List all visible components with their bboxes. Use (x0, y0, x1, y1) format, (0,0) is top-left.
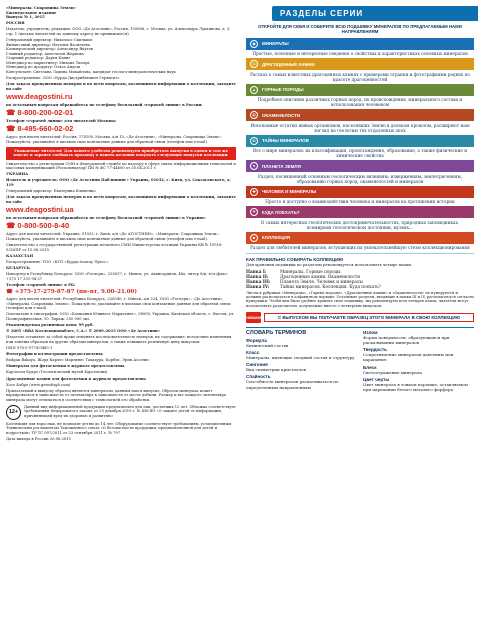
section-description: Раздел, посвященный основным геологическим явлениям: извержениям, землетрясениям, образованию горных пород, окаменелостей и минералов (257, 173, 463, 184)
globe-icon: ● (250, 162, 258, 170)
series-column (242, 6, 478, 634)
glossary-term: Твердость (363, 347, 387, 353)
magnifier-icon: ⊙ (250, 137, 258, 145)
hotline-note-ukraine: по остальным вопросам обращайтесь по телефону бесплатной «горячей линии» в Украине: (6, 216, 206, 221)
attention-tag: ВНИМАНИЕ (246, 312, 261, 323)
section-description: Подробное описание различных горных пород, их происхождения, минерального состава и использования человеком (257, 97, 463, 108)
divider (246, 253, 474, 254)
natural-note: Прилагаемый к выпуску образец является минералом, данным нам в выпуске. Образец минерала может варьироваться в зависимости от экземпляра в зависимости от места добычи. Размер и вес каждого экземпляра минерала могут отличаться в соответствии с технологией его обработки. (6, 388, 227, 402)
keeping-title: КАК ПРАВИЛЬНО СОБИРАТЬ КОЛЛЕКЦИЮ (246, 257, 344, 263)
release-date: Дата выхода в России 20.08.2015 (6, 436, 71, 441)
imprint-title: «Минералы. Сокровища Земли» Еженедельное издание Выпуск № 1, 2015 (6, 6, 76, 20)
staff-item: Генеральный директор: Николаос Скилакис (6, 38, 93, 43)
folder-row: Папка III: Планета Земля. Человек и минералы (246, 279, 363, 285)
glossary-definition: Минералы, имеющие сходный состав и структуру (246, 355, 355, 361)
glossary (246, 327, 474, 394)
glossary-definition: Вид симметрии кристаллов (246, 367, 306, 373)
website-ukraine[interactable]: www.deagostini.ua (6, 204, 74, 214)
photos-heading: Фотографии и иллюстрации предоставлены: (6, 352, 104, 357)
registration-russia: Свидетельство о регистрации СМИ в Федеральной службе по надзору в сфере связи, информационных технологий и массовых коммуникаций (Роскомнадзор) ПИ № ФС 77-44600 от 20.04.2011 г. (6, 161, 236, 171)
registration-ukraine: Свидетельство о государственной регистрации печатного СМИ Министерства юстиции Украины КВ № 19516-9316ПР от 10.08.2010 (6, 242, 223, 252)
staff-item: Коммерческий директор: Александр Якутов (6, 47, 93, 52)
section-header (246, 84, 474, 96)
sample-callout (243, 312, 474, 323)
glossary-right (363, 330, 474, 394)
section-header (246, 135, 474, 147)
staff-item: Главный редактор: Анастасия Жаркова (6, 51, 84, 56)
section-description: Простые, полезные и интересные сведения о свойствах и характеристиках основных минералов (252, 51, 468, 57)
section-title: КУДА ПОЕХАТЬ? (262, 209, 300, 215)
hotline-moscow[interactable]: ☎ 8-495-660-02-02 (6, 124, 74, 134)
section-title: ГОРНЫЕ ПОРОДЫ (262, 87, 304, 93)
hotline-ukraine[interactable]: ☎ 0-800-500-8-40 (6, 221, 70, 231)
glossary-definition: Сопротивление минералов давлению или царапанью (363, 352, 454, 363)
glossary-term: Спайность (246, 374, 271, 380)
printing-house: Отпечатано в типографии: ООО «Компания Юнивест Маркетинг», 08500, Украина, Киевская область, г. Фастов, ул. Полиграфическая, 10. Тираж: 250 000 экз. (6, 312, 235, 321)
country-kazakhstan: КАЗАХСТАН (6, 253, 34, 258)
staff-list (6, 38, 236, 74)
letters-address-russia: Адрес для писем читателей: Россия, 170100, Москва, а/я 15, «Де Агостини», «Минералы. Сокровища Земли». Пожалуйста, указывайте в письмах свои контактные данные для обратной связи (телефон или e-mail). (6, 135, 223, 144)
copyright: © 2005 «RBA Коллекционаблес, С.А.» © 2009–2015 ООО «Де Агостини» (6, 329, 160, 334)
hotline-belarus[interactable]: ☎ +375-17-279-87-87 (пн–пт, 9.00–21.00) (6, 288, 137, 295)
section-header (246, 206, 474, 218)
section-title: ЧЕЛОВЕК И МИНЕРАЛЫ (262, 189, 317, 195)
staff-item: Старший редактор: Дарья Клинг (6, 56, 71, 61)
section-description: Просто и доступно о взаимодействии человека и минералов на протяжении истории (265, 199, 455, 205)
keeping-note: Листы в рубриках «Минералы», «Горные породы», «Драгоценные камни» и «Окаменелости» не нумеруются и должны располагаться в алфавитном порядке. Остальные разделы, входящие в папки III и IV, располагаются согласно нумерации. Чтобы вам было удобнее хранить свою подшивку, мы рекомендуем всех четырех папок, читатели могут использовать разделители, получаемые вместе с четвертым выпуском. (246, 290, 474, 308)
hammer-icon: ✚ (250, 188, 258, 196)
section-header (246, 109, 474, 121)
distribution-kazakhstan: Распространение: ТОО «КГП «Бурда-Алатау Пресс» (6, 259, 109, 264)
glossary-left (246, 330, 357, 394)
readers-notice: Уважаемые читатели! Для вашего удобства рекомендуем приобретать выпуски в одном и том же киоске и заранее сообщать продавцу о вашем желании покупать следующие выпуски коллекции. (6, 147, 236, 160)
section-title: КОЛЛЕКЦИЯ (262, 235, 290, 241)
country-ukraine: УКРАИНА (6, 172, 29, 177)
country-belarus: БЕЛАРУСЬ (6, 265, 30, 270)
hotline-belarus-label: Телефон «горячей линии» в РБ: (6, 282, 76, 287)
gems-heading: Драгоценные камни для фотосъемки в журнале предоставлены (6, 376, 146, 381)
publisher-ukraine: Издатель и учредитель: ООО «Де Агостини Паблишинг» Украина, 01032, г. Киев, ул. Саксаганского, д. 119 (6, 178, 231, 187)
minerals-by: Карлосом Будро (Геологический музей Барселоны) (6, 370, 108, 375)
staff-item: Менеджер по маркетингу: Михаил Ткачук (6, 60, 90, 65)
section-header (246, 160, 474, 172)
hotline-note-russia: по остальным вопросам обращайтесь по телефону бесплатной «горячей линии» в России: (6, 102, 203, 107)
age-rating-row (6, 405, 236, 420)
glossary-title: СЛОВАРЬ ТЕРМИНОВ (246, 330, 307, 337)
glossary-definition: Цвет минерала в тонком порошке, оставляемом при царапании белого матового фарфора (363, 381, 468, 392)
section-title: ПЛАНЕТА ЗЕМЛЯ (262, 163, 301, 169)
publisher-russia: Издатель, учредитель, редакция: ООО «Де Агостини», Россия, 105066, г. Москва, ул. Александра Лукьянова, д. 3, стр. 1 (письма читателей по данному адресу не принимаются) (6, 27, 231, 36)
country-russia: РОССИЯ (6, 21, 25, 26)
glossary-term: Формула (246, 338, 267, 344)
section-title: ТАЙНЫ МИНЕРАЛОВ (262, 138, 309, 144)
letters-address-belarus: Адрес для писем читателей: Республика Беларусь, 220040, г. Минск, а/я 224, ООО «Росчерк», «Де Агостини», «Минералы. Сокровища Земли». Пожалуйста, указывайте в письмах свои контактные данные для обратной связи (телефон или e-mail). (6, 297, 231, 311)
age-rating-note: Данный вид информационной продукции предназначен для лиц, достигших 12 лет. Обложка соответствует требованиям Федерального закона от 29 декабря 2010 г. № 436-ФЗ «О защите детей от информации, причиняющей вред их здоровью и развитию» (24, 404, 236, 418)
compass-icon: ✦ (250, 208, 258, 216)
folder-list (246, 269, 474, 290)
section-title: ДРАГОЦЕННЫЕ КАМНИ (262, 61, 315, 67)
section-header (246, 232, 474, 244)
section-header (246, 58, 474, 70)
sample-callout-text: С ВЫПУСКОМ ВЫ ПОЛУЧАЕТЕ ОБРАЗЕЦ ЭТОГО МИНЕРАЛА В СВОЮ КОЛЛЕКЦИЮ (264, 313, 474, 322)
rock-icon: ▲ (250, 86, 258, 94)
section-header (246, 38, 474, 50)
folder-row: Папка IV: Тайны минералов. Коллекция. Куда поехать? (246, 284, 381, 290)
section-description: Ископаемые остатки живых организмов, населявших Землю в далеком прошлом, расширяют наш взгляд на геологию тех отдаленных эпох (250, 122, 470, 133)
section-description: Раздел для любителей минералов, вступающих на увлекательнейшую стезю коллекционирования (250, 245, 470, 251)
glossary-definition: Форма поверхности, образующаяся при раскалывании минералов (363, 335, 450, 346)
section-description: Рассказ о самых известных драгоценных камнях с примерами огранки и фотографиями редких по красоте драгоценностей (250, 71, 470, 82)
folder-row: Папка I: Минералы. Горные породы (246, 268, 341, 274)
folder-row: Папка II: Драгоценные камни. Окаменелости (246, 273, 360, 279)
rights-note: Издатель оставляет за собой право изменять последовательность номеров, их содержание, вследствие изменения или замены образцов на другие образцы минералов, а также повышать розничную цену выпусков. (6, 335, 232, 344)
minerals-by-heading: Минералы для фотосъемки в журнале предоставлены (6, 364, 125, 369)
box-icon: ■ (250, 234, 258, 242)
glossary-term: Цвет черты (363, 376, 390, 382)
staff-item: Консультант: Светлана Ладина Михайлова, кандидат геолого-минералогических наук (6, 69, 176, 74)
diamond-icon: ◇ (250, 60, 258, 68)
distribution-russia: Распространение: ООО «Бурда Дистрибьюшен Сервисиз» (6, 76, 120, 81)
section-description: Все о мире минералов: их классификация, происхождение, образование, а также физические и химические свойства (252, 148, 467, 159)
importer-belarus: Импортер в Республику Беларусь: ООО «Росчерк», 220037, г. Минск, ул. Авангардная, 48а, литер 8/к, тел./факс: +375 17 331-94-27 (6, 272, 229, 281)
keeping-intro: Для хранения подшивки по разделам рекомендуется использовать четыре папки. (246, 262, 413, 268)
section-title: МИНЕРАЛЫ (262, 41, 289, 47)
safety-note: Коллекция для взрослых, не подходит детям до 14 лет. Оборудование соответствует требованиям, установленным Техническим регламентом Таможенного союза «О безопасности продукции, предназначенной для детей и подростков» ТР ТС 007/2011 от 23 сентября 2011 г. № 797 (6, 421, 232, 435)
glossary-term: Сингония (246, 362, 268, 368)
glossary-definition: Способность минералов раскалываться по определенным направлениям (246, 379, 339, 390)
director-ukraine: Генеральный директор: Екатерина Клименко (6, 189, 96, 194)
fossil-icon: ◎ (250, 111, 258, 119)
series-intro: ОТКРОЙТЕ ДЛЯ СЕБЯ И СОБЕРИТЕ ВСЮ ПОДШИВКУ МИНЕРАЛОВ ПО ПРЕДЛАГАЕМЫМ НАМИ НАПРАВЛЕНИЯМ (258, 24, 462, 35)
glossary-term: Блеск (363, 364, 377, 370)
series-banner: РАЗДЕЛЫ СЕРИИ (272, 6, 478, 21)
retail-price: Рекомендуемая розничная цена: 99 руб. (6, 322, 94, 327)
glossary-definition: Химический состав (246, 343, 289, 349)
section-header (246, 186, 474, 198)
letters-address-ukraine: Адрес для писем читателей: Украина, 01033, г. Киев, а/я «Де АГОСТИНИ», «Минералы. Сокровища Земли». Пожалуйста, указывайте в письмах свои контактные данные для обратной связи (телефон или e-mail). (6, 232, 220, 241)
glossary-term: Класс (246, 350, 260, 356)
gem-icon: ◆ (250, 40, 258, 48)
staff-item: Финансовый директор: Наталья Васильева (6, 42, 90, 47)
series-sections (242, 38, 478, 251)
staff-item: Менеджер по продукту: Ольга Андеш (6, 65, 81, 70)
age-rating-badge: 12+ (6, 405, 21, 420)
section-description: О самых интересных геологических достопримечательностях, природных заповедниках, всемирном геологическом достоянии, музеях... (260, 219, 460, 230)
gems-by: Хосе Кабре (www.gemsfrigh.com) (6, 382, 71, 387)
hotline-russia[interactable]: ☎ 8-800-200-02-01 (6, 108, 74, 118)
isbn: ISSN 978-5-9774-0485-1 (6, 345, 53, 350)
imprint-column (6, 6, 236, 634)
order-note-russia: Для заказа пропущенных номеров и по всем вопросам, касающимся информации о коллекции, заходите на сайт (6, 82, 236, 91)
order-note-ukraine: Для заказа пропущенных номеров и по всем вопросам, касающимся информации о коллекции, заходите на сайт (6, 195, 236, 204)
website-russia[interactable]: www.deagostini.ru (6, 91, 73, 101)
glossary-term: Излом (363, 330, 378, 336)
section-title: ОКАМЕНЕЛОСТИ (262, 112, 301, 118)
glossary-definition: Светоотражение минерала (363, 369, 422, 375)
photos-credit: Bodgan Bakaya, Жорд Карлес Мартинес Тахадура, Корбис, Эрик Ассенис (6, 358, 150, 363)
hotline-moscow-label: Телефон «горячей линии» для читателей Москвы: (6, 119, 117, 124)
